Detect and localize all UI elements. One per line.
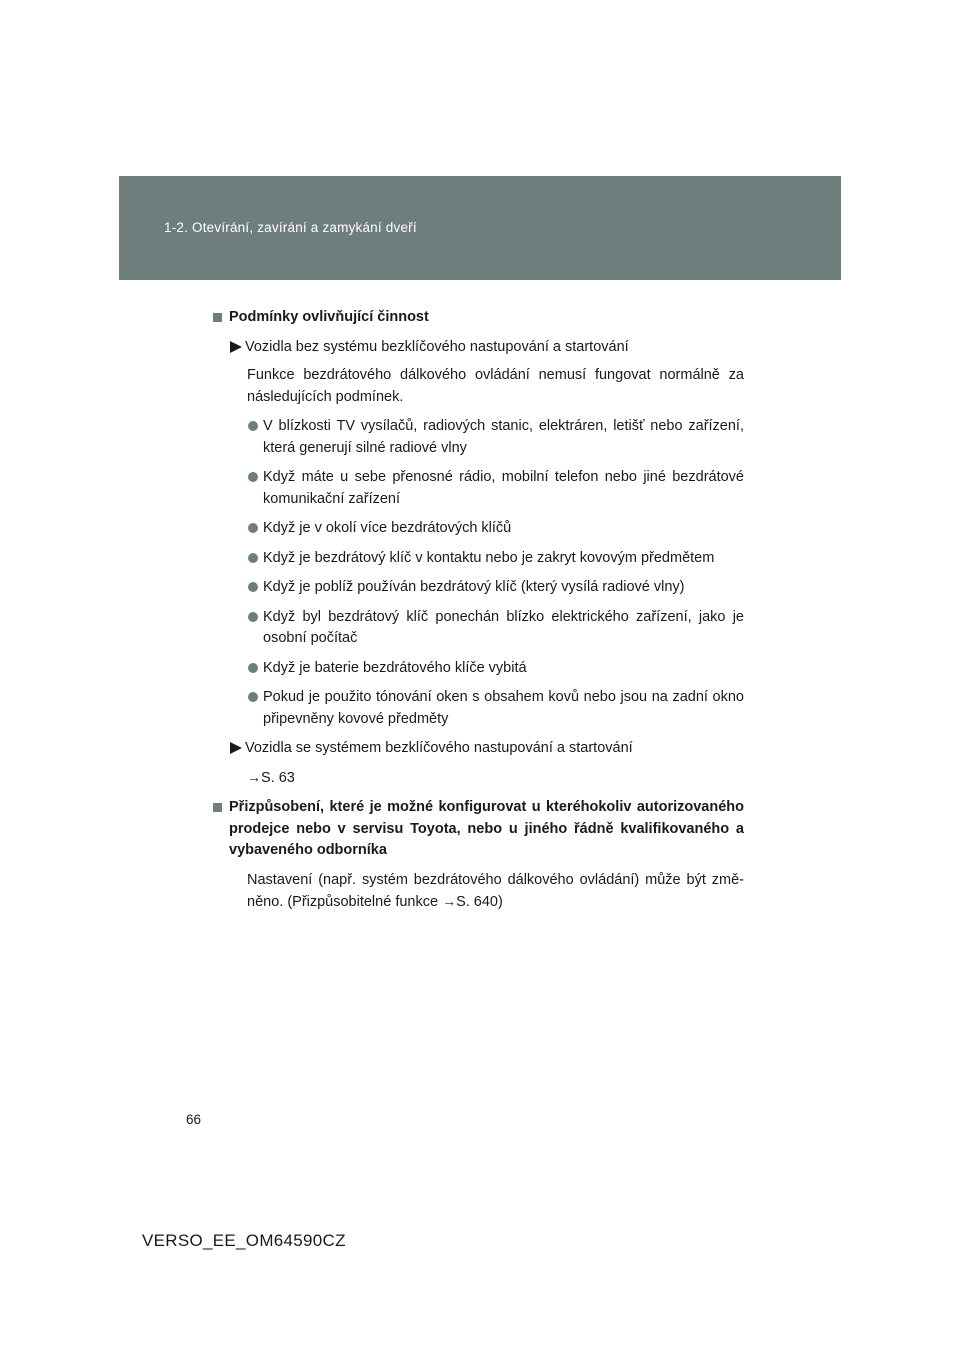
header-band (119, 176, 841, 280)
bullet-item (247, 548, 744, 570)
bullet-text: Pokud je použito tónování oken s obsahem kovů nebo jsou na zadní okno připevněny kovové předměty (263, 689, 744, 727)
bullet-item (247, 658, 744, 680)
paragraph-text: Nastavení (např. systém bezdrátového dálkového ovládání) může být změněno. (Přizpůsobitelné funkce (247, 871, 744, 910)
bullet-text: Když je baterie bezdrátového klíče vybitá (263, 659, 527, 676)
circle-icon (248, 472, 258, 482)
page-content (212, 307, 744, 922)
bullet-text: V blízkosti TV vysílačů, radiových stanic, elektráren, letišť nebo zařízení, která generují silné radiové vlny (263, 418, 744, 456)
paragraph-reference: S. 640) (456, 894, 503, 910)
circle-icon (248, 663, 258, 673)
bullet-item (247, 687, 744, 730)
circle-icon (248, 421, 258, 431)
square-icon (213, 313, 222, 322)
intro-paragraph: Funkce bezdrátového dálkového ovládání nemusí fungovat normálně za následujících podmínek. (247, 367, 744, 405)
square-icon (213, 803, 222, 812)
section-heading-text: Přizpůsobení, které je možné konfigurovat u kteréhokoliv autorizovaného prodejce nebo v servisu Toyota, nebo u jiného řádně kvalifikovaného a vybaveného odborníka (229, 799, 744, 858)
triangle-icon (230, 341, 242, 353)
bullet-item (247, 607, 744, 650)
page-reference (247, 767, 744, 790)
bullet-item (247, 416, 744, 459)
bullet-item (247, 518, 744, 540)
bullet-text: Když máte u sebe přenosné rádio, mobilní telefon nebo jiné bezdrátové komunikační zařízení (263, 469, 744, 507)
arrow-icon: → (442, 893, 457, 909)
section-heading (212, 797, 744, 862)
circle-icon (248, 692, 258, 702)
subsection-heading (230, 337, 744, 359)
reference-text: S. 63 (261, 769, 295, 786)
triangle-icon (230, 742, 242, 754)
bullet-item (247, 467, 744, 510)
section-title: 1-2. Otevírání, zavírání a zamykání dveří (164, 220, 417, 235)
page-number: 66 (186, 1112, 202, 1127)
section-heading-text: Podmínky ovlivňující činnost (229, 309, 429, 325)
bullet-text: Když je bezdrátový klíč v kontaktu nebo je zakryt kovovým předmětem (263, 549, 715, 566)
subsection-label: Vozidla se systémem bezklíčového nastupování a startování (245, 740, 633, 756)
customization-paragraph (247, 870, 744, 914)
section-heading (212, 307, 744, 329)
circle-icon (248, 612, 258, 622)
bullet-text: Když byl bezdrátový klíč ponechán blízko elektrického zařízení, jako je osobní počítač (263, 608, 744, 646)
circle-icon (248, 523, 258, 533)
arrow-icon: → (247, 768, 261, 785)
bullet-text: Když je poblíž používán bezdrátový klíč (který vysílá radiové vlny) (263, 579, 685, 595)
document-code: VERSO_EE_OM64590CZ (142, 1231, 346, 1250)
circle-icon (248, 582, 258, 592)
circle-icon (248, 553, 258, 563)
bullet-text: Když je v okolí více bezdrátových klíčů (263, 520, 512, 536)
subsection-heading (230, 738, 744, 760)
bullet-item (247, 577, 744, 599)
subsection-label: Vozidla bez systému bezklíčového nastupování a startování (245, 338, 629, 355)
